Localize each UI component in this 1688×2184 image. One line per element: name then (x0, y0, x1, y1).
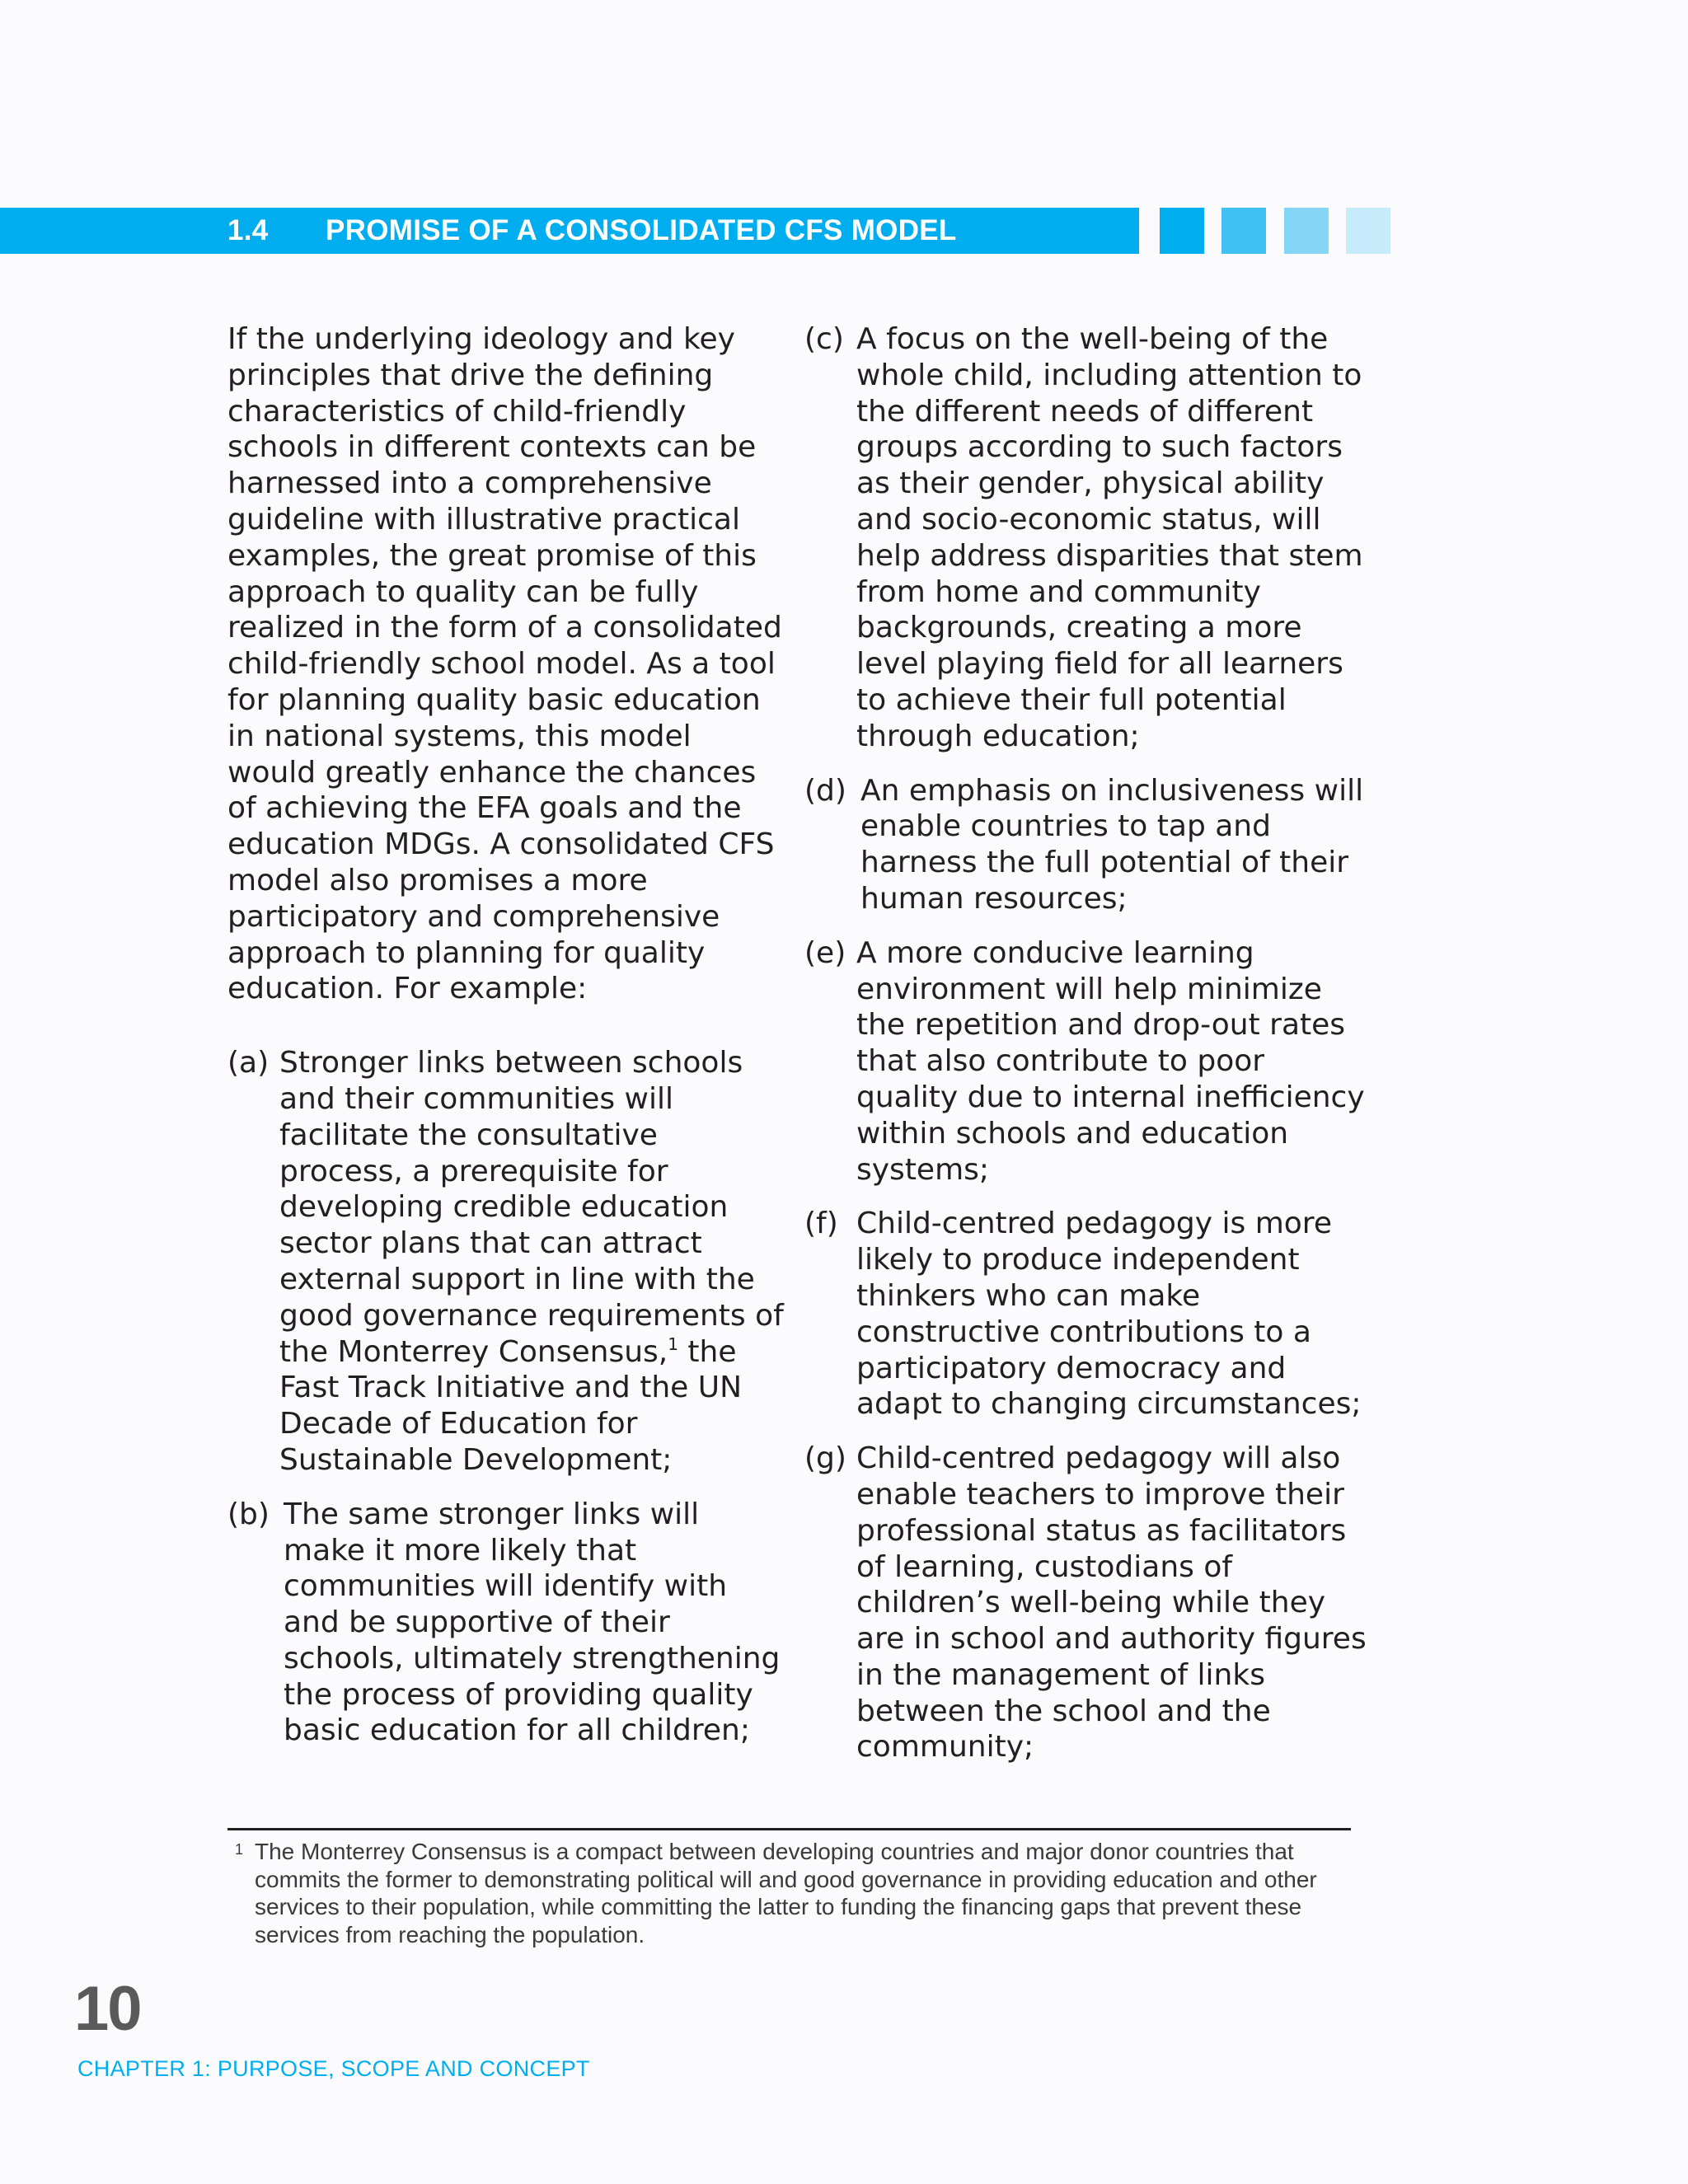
section-number: 1.4 (227, 214, 269, 246)
list-item-c (804, 321, 1373, 755)
list-item-a (227, 1045, 788, 1479)
list-item-text: A focus on the well-being of the whole child, including attention to the different needs of different groups according to such factors as their gender, physical ability and socio-economic status, will help address disparities that stem from home and community backgrounds, creating a more level playing field for all learners to achieve their full potential through education; (856, 322, 1363, 753)
chapter-label: CHAPTER 1: PURPOSE, SCOPE AND CONCEPT (77, 2056, 590, 2081)
list-item-d (804, 773, 1373, 917)
list-item-text: Child-centred pedagogy will also enable teachers to improve their professional status as facilitators of learning, custodians of children’s well-being while they are in school and authority figures in the management of links between the school and the community; (856, 1441, 1367, 1765)
footnote-reference[interactable]: 1 (668, 1333, 678, 1354)
list-item-g (804, 1441, 1373, 1765)
page-number: 10 (74, 1974, 141, 2044)
list-item-text: An emphasis on inclusiveness will enable countries to tap and harness the full potential of their human resources; (860, 773, 1364, 916)
decorative-square-3 (1284, 208, 1329, 254)
list-item-label: (f) (804, 1207, 838, 1241)
list-item-text: A more conducive learning environment will help minimize the repetition and drop-out rates that also contribute to poor quality due to internal inefficiency within schools and education systems; (856, 935, 1365, 1187)
footnote (235, 1838, 1356, 1948)
list-item-text: Child-centred pedagogy is more likely to produce independent thinkers who can make constructive contributions to a participatory democracy and adapt to changing circumstances; (856, 1207, 1362, 1422)
list-item-label: (e) (804, 935, 846, 970)
example-list-right (804, 321, 1373, 1765)
example-list-left (227, 1045, 788, 1749)
list-item-text: Stronger links between schools and their communities will facilitate the consultative process, a prerequisite for developing credible education sector plans that can attract external support in line with the good governance requirements of the Monterrey Consensus,$^1$ the Fast Track Initiative and the UN Decade of Education for Sustainable Development; (279, 1046, 784, 1477)
footnote-text: The Monterrey Consensus is a compact between developing countries and major donor countries that commits the former to demonstrating political will and good governance in providing education and other services to their population, while committing the latter to funding the financing gaps that prevent these services from reaching the population. (255, 1839, 1317, 1947)
decorative-square-4 (1346, 208, 1390, 254)
list-item-f (804, 1206, 1373, 1422)
left-column (227, 321, 788, 1767)
list-item-label: (c) (804, 322, 844, 356)
list-item-label: (g) (804, 1441, 846, 1476)
list-item-text: The same stronger links will make it more likely that communities will identify with and be supportive of their schools, ultimately strengthening the process of providing quality basic education for all children; (284, 1497, 781, 1748)
decorative-square-1 (1160, 208, 1204, 254)
list-item-b (227, 1497, 788, 1750)
list-item-label: (a) (227, 1046, 270, 1080)
footnote-divider (227, 1828, 1351, 1830)
intro-paragraph: If the underlying ideology and key principles that drive the defining characteristics of child-friendly schools in different contexts can be harnessed into a comprehensive guideline with illustrative practical examples, the great promise of this approach to quality can be fully realized in the form of a consolidated child-friendly school model. As a tool for planning quality basic education in national systems, this model would greatly enhance the chances of achieving the EFA goals and the education MDGs. A consolidated CFS model also promises a more participatory and comprehensive approach to planning for quality education. For example: (227, 322, 782, 1006)
list-item-label: (d) (804, 773, 846, 808)
right-column (804, 321, 1373, 1783)
list-item-e (804, 935, 1373, 1188)
list-item-label: (b) (227, 1497, 270, 1531)
section-title: PROMISE OF A CONSOLIDATED CFS MODEL (326, 214, 957, 246)
footnote-marker: 1 (235, 1841, 244, 1858)
decorative-square-2 (1221, 208, 1266, 254)
